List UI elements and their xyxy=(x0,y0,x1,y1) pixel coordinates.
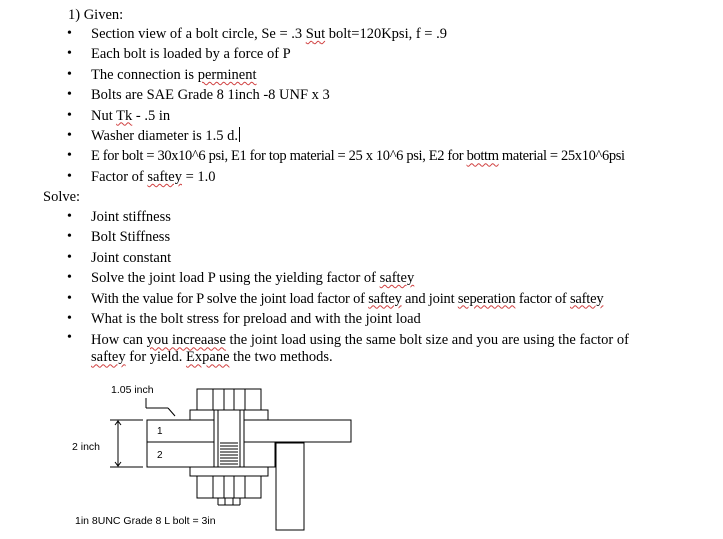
solve-item: • Bolt Stiffness xyxy=(67,227,646,247)
width-label: 1.05 inch xyxy=(111,384,154,396)
width-dimension xyxy=(146,398,175,416)
member-2 xyxy=(147,442,275,467)
given-item: • E for bolt = 30x10^6 psi, E1 for top material = 25 x 10^6 psi, E2 for bottm material = 25x10^6psi xyxy=(67,146,625,166)
member-1-label: 1 xyxy=(157,426,163,437)
member-2-label: 2 xyxy=(157,450,163,461)
given-item: • Each bolt is loaded by a force of P xyxy=(67,44,625,64)
given-heading: 1) Given: xyxy=(68,7,124,23)
given-item: • Nut Tk - .5 in xyxy=(67,106,625,126)
bolt-shank xyxy=(214,410,244,472)
height-label: 2 inch xyxy=(72,441,101,453)
given-item: • Bolts are SAE Grade 8 1inch -8 UNF x 3 xyxy=(67,85,625,105)
given-item: • Section view of a bolt circle, Se = .3 Sut bolt=120Kpsi, f = .9 xyxy=(67,24,625,44)
height-dimension xyxy=(110,420,143,467)
member-1 xyxy=(147,420,351,442)
solve-item: • Solve the joint load P using the yielding factor of saftey xyxy=(67,268,646,288)
bolt-head xyxy=(197,389,261,410)
given-item: • Factor of saftey = 1.0 xyxy=(67,167,625,187)
solve-item: • What is the bolt stress for preload and with the joint load xyxy=(67,309,646,329)
diagram-caption: 1in 8UNC Grade 8 L bolt = 3in xyxy=(75,515,216,527)
given-item: • Washer diameter is 1.5 d. xyxy=(67,126,625,146)
nut xyxy=(197,476,261,498)
solve-item: • Joint stiffness xyxy=(67,207,646,227)
l-bracket xyxy=(276,443,304,530)
solve-item: • Joint constant xyxy=(67,248,646,268)
bottom-washer xyxy=(190,467,268,476)
solve-item: • How can you increaase the joint load using the same bolt size and you are using the factor of saftey for yield. Expane the two methods. xyxy=(67,329,646,368)
solve-item: • With the value for P solve the joint load factor of saftey and joint seperation factor of saftey xyxy=(67,289,646,309)
given-item: • The connection is perminent xyxy=(67,65,625,85)
bolt-end xyxy=(218,498,240,505)
solve-heading: Solve: xyxy=(43,189,81,205)
